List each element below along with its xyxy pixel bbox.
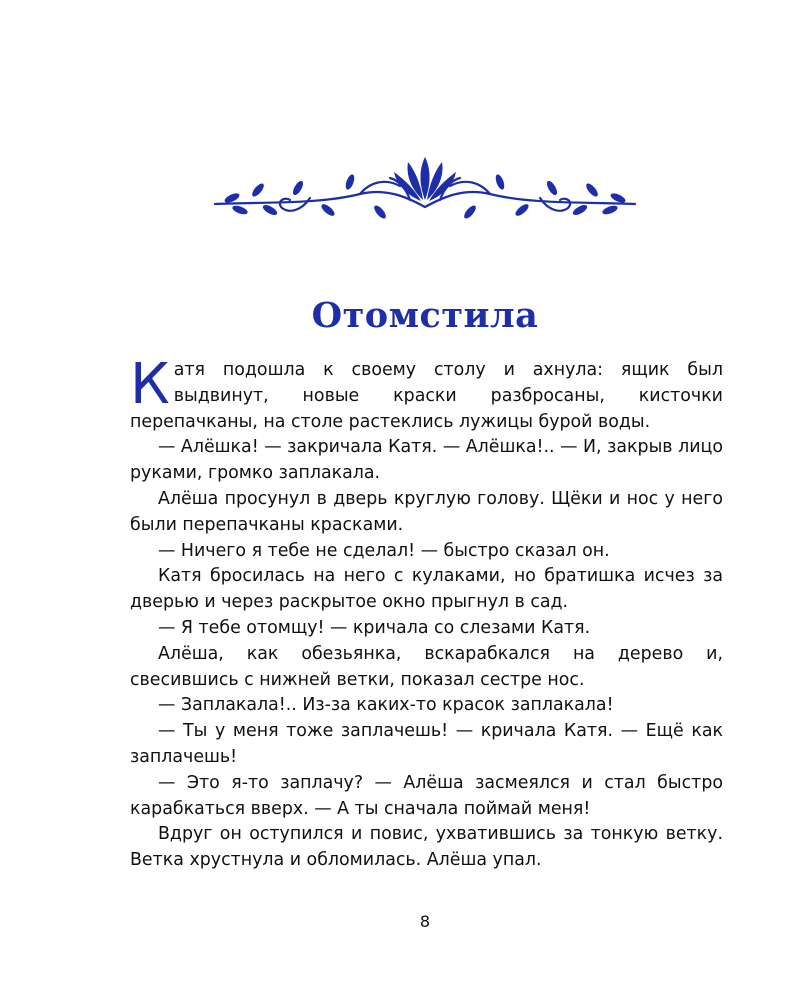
paragraph: — Я тебе отомщу! — кричала со слезами Катя. bbox=[158, 617, 591, 638]
paragraph: — Алёшка! — закричала Катя. — Алёшка!.. — И, закрыв лицо руками, громко заплакала. bbox=[130, 437, 723, 484]
paragraph: — Это я-то заплачу? — Алёша засмеялся и стал быстро карабкаться вверх. — А ты сначала поймай меня! bbox=[130, 772, 723, 819]
paragraph: Катя подошла к своему столу и ахнула: ящик был выдвинут, новые краски разбросаны, кисточки перепачканы, на столе растеклись лужицы бурой воды. bbox=[130, 352, 723, 432]
paragraph: Алёша, как обезьянка, вскарабкался на дерево и, свесившись с нижней ветки, показал сестре нос. bbox=[130, 643, 723, 690]
drop-cap: К bbox=[130, 352, 170, 417]
paragraph: — Заплакала!.. Из-за каких-то красок заплакала! bbox=[158, 695, 614, 716]
story-text bbox=[130, 352, 723, 874]
paragraph: Вдруг он оступился и повис, ухватившись за тонкую ветку. Ветка хрустнула и обломилась. Алёша упал. bbox=[130, 824, 723, 871]
paragraph: Алёша просунул в дверь круглую голову. Щёки и нос у него были перепачканы красками. bbox=[130, 488, 723, 535]
paragraph: — Ничего я тебе не сделал! — быстро сказал он. bbox=[158, 540, 610, 561]
decorative-ornament bbox=[210, 152, 640, 222]
chapter-title: Отомстила bbox=[311, 295, 539, 336]
paragraph: — Ты у меня тоже заплачешь! — кричала Катя. — Ещё как заплачешь! bbox=[130, 721, 723, 767]
page-number: 8 bbox=[419, 912, 431, 931]
paragraph: Катя бросилась на него с кулаками, но братишка исчез за дверью и через раскрытое окно прыгнул в сад. bbox=[130, 566, 723, 613]
